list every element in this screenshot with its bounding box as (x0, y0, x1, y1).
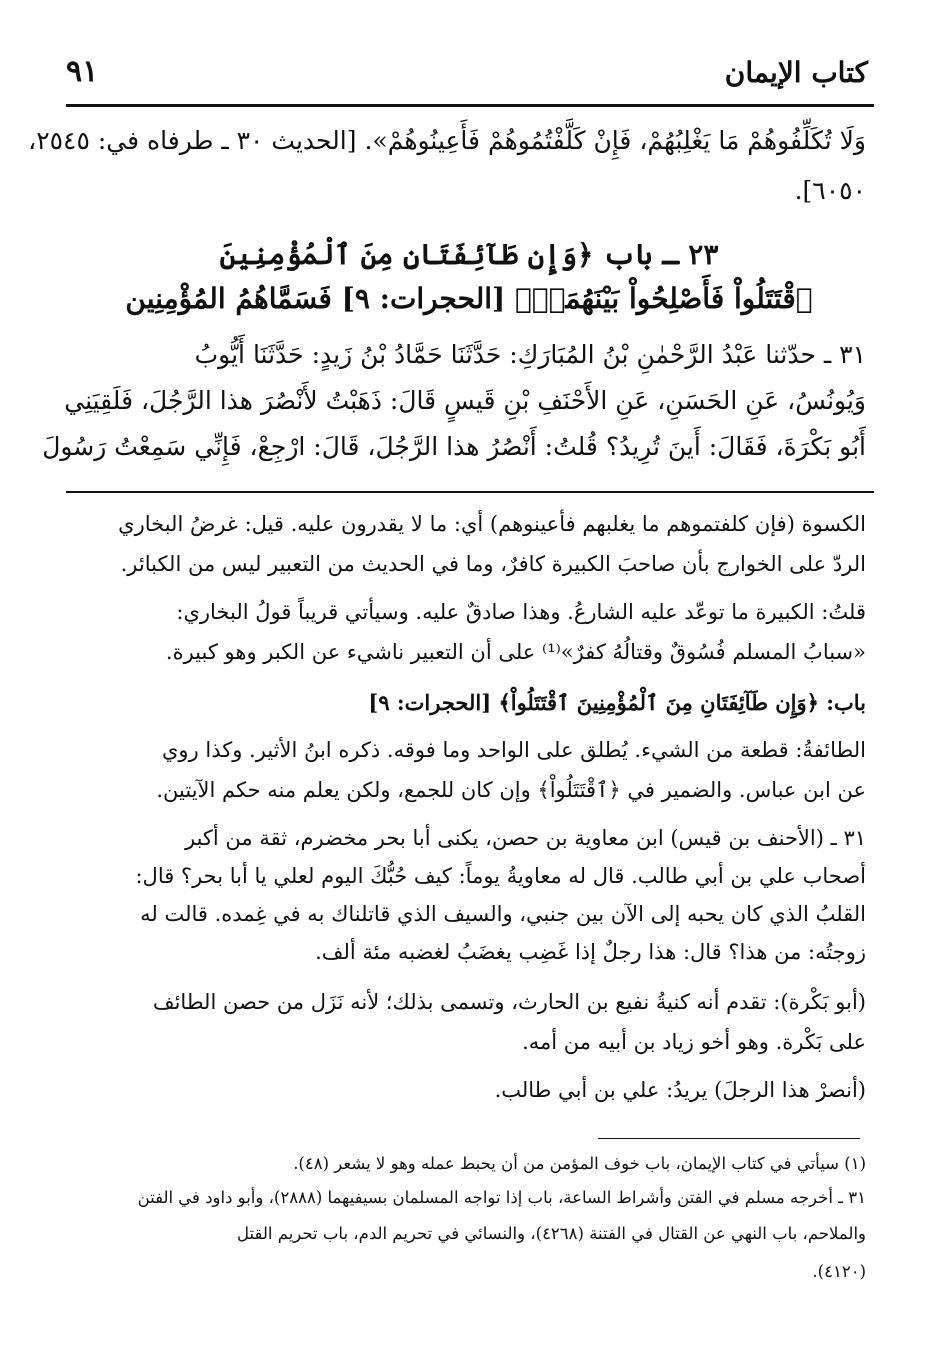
commentary-p1-line-1: الكسوة (فإن كلفتموهم ما يغلبهم فأعينوهم) أي: ما لا يقدرون عليه. قيل: غرضُ البخاري (118, 512, 866, 536)
footnote-rule (598, 1138, 860, 1139)
section-divider (66, 491, 874, 493)
hadith-line-1: ٣١ ـ حدّثنا عَبْدُ الرَّحْمٰنِ بْنُ المُبَارَكِ: حَدَّثَنَا حَمَّادُ بْنُ زَيدٍ: حَدَّثَنَا أَيُّوبُ (194, 340, 866, 369)
hadith-line-2: وَيُونُسُ، عَنِ الحَسَنِ، عَنِ الأَحْنَفِ بْنِ قَيسٍ قَالَ: ذَهَبْتُ لأَنْصُرَ هذا الرَّجُلَ، فَلَقِيَنِي (64, 386, 866, 415)
chapter-heading-line-2: ٱقْتَتَلُواْ فَأَصْلِحُواْ بَيْنَهُمَاۖ﴾ [الحجرات: ٩] فَسَمَّاهُمُ المُؤْمِنِين (125, 282, 813, 315)
chapter-heading-line-1: ٢٣ ـ باب ﴿وَإِن طَآئِفَتَانِ مِنَ ٱلْمُؤْمِنِينَ (219, 238, 719, 271)
commentary-p4-line-3: القلبُ الذي كان يحبه إلى الآن بين جنبي، والسيف الذي قاتلناك به في غِمده. قالت له (140, 902, 866, 926)
commentary-p4-line-4: زوجتُه: من هذا؟ قال: هذا رجلٌ إذا غَضِب يغضَبُ لغضبه مئة ألف. (315, 940, 866, 964)
commentary-p3-line-2: عن ابن عباس. والضمير في ﴿ٱقْتَتَلُواْ﴾ وإن كان للجمع، ولكن يعلم منه حكم الآيتين. (156, 778, 866, 802)
commentary-p3-line-1: الطائفةُ: قطعة من الشيء. يُطلق على الواحد وما فوقه. ذكره ابنُ الأثير. وكذا روي (161, 738, 866, 762)
commentary-bab-line: باب: ﴿وَإِن طَآئِفَتَانِ مِنَ ٱلْمُؤْمِنِينَ ٱقْتَتَلُواْ﴾ [الحجرات: ٩] (368, 690, 866, 715)
commentary-p2-line-1: قلتُ: الكبيرة ما توعّد عليه الشارعُ. وهذا صادقٌ عليه. وسيأتي قريباً قولُ البخاري: (176, 600, 866, 624)
footnote-1: (١) سيأتي في كتاب الإيمان، باب خوف المؤمن من أن يحبط عمله وهو لا يشعر (٤٨). (293, 1154, 866, 1173)
commentary-p5-line-2: على بَكْرة. وهو أخو زياد بن أبيه من أمه. (522, 1030, 866, 1054)
running-head-title: كتاب الإيمان (724, 56, 868, 89)
commentary-p2-line-2: «سبابُ المسلم فُسُوقٌ وقتالُهُ كفرٌ»⁽¹⁾ على أن التعبير ناشيء عن الكبر وهو كبيرة. (165, 640, 866, 664)
commentary-p4-line-1: ٣١ ـ (الأحنف بن قيس) ابن معاوية بن حصن، يكنى أبا بحر مخضرم، ثقة من أكبر (185, 826, 866, 850)
commentary-p6: (أنصرْ هذا الرجلَ) يريدُ: علي بن أبي طالب. (494, 1078, 866, 1102)
footnote-2-line-2: والملاحم، باب النهي عن القتال في الفتنة (٤٢٦٨)، والنسائي في تحريم الدم، باب تحريم القتل (237, 1224, 866, 1243)
intro-line-1: وَلَا تُكَلِّفُوهُمْ مَا يَغْلِبُهُمْ، فَإِنْ كَلَّفْتُمُوهُمْ فَأَعِينُوهُمْ». [الحديث ٣٠ ـ طرفاه في: ٢٥٤٥، (28, 126, 866, 155)
footnote-2-line-3: (٤١٢٠). (812, 1262, 866, 1281)
footnote-2-line-1: ٣١ ـ أخرجه مسلم في الفتن وأشراط الساعة، باب إذا تواجه المسلمان بسيفيهما (٢٨٨٨)، وأبو داود في الفتن (137, 1188, 866, 1207)
commentary-p1-line-2: الردّ على الخوارج بأن صاحبَ الكبيرة كافرٌ، وما في الحديث من التعبير ليس من الكبائر. (120, 552, 866, 576)
commentary-p5-line-1: (أبو بَكْرة): تقدم أنه كنيةُ نفيع بن الحارث، وتسمى بذلك؛ لأنه نَزَل من حصن الطائف (152, 990, 866, 1014)
intro-line-2: ٦٠٥٠]. (794, 176, 866, 205)
commentary-p4-line-2: أصحاب علي بن أبي طالب. قال له معاويةُ يوماً: كيف حُبُّكَ اليوم لعلي يا أبا بحر؟ قال: (135, 864, 866, 888)
header-rule (66, 104, 874, 107)
hadith-line-3: أَبُو بَكْرَةَ، فَقَالَ: أَينَ تُرِيدُ؟ قُلتُ: أَنْصُرُ هذا الرَّجُلَ، قَالَ: ارْجِعْ، فَإِنِّي سَمِعْتُ رَسُولَ (42, 432, 866, 461)
page-number: ٩١ (66, 54, 99, 89)
